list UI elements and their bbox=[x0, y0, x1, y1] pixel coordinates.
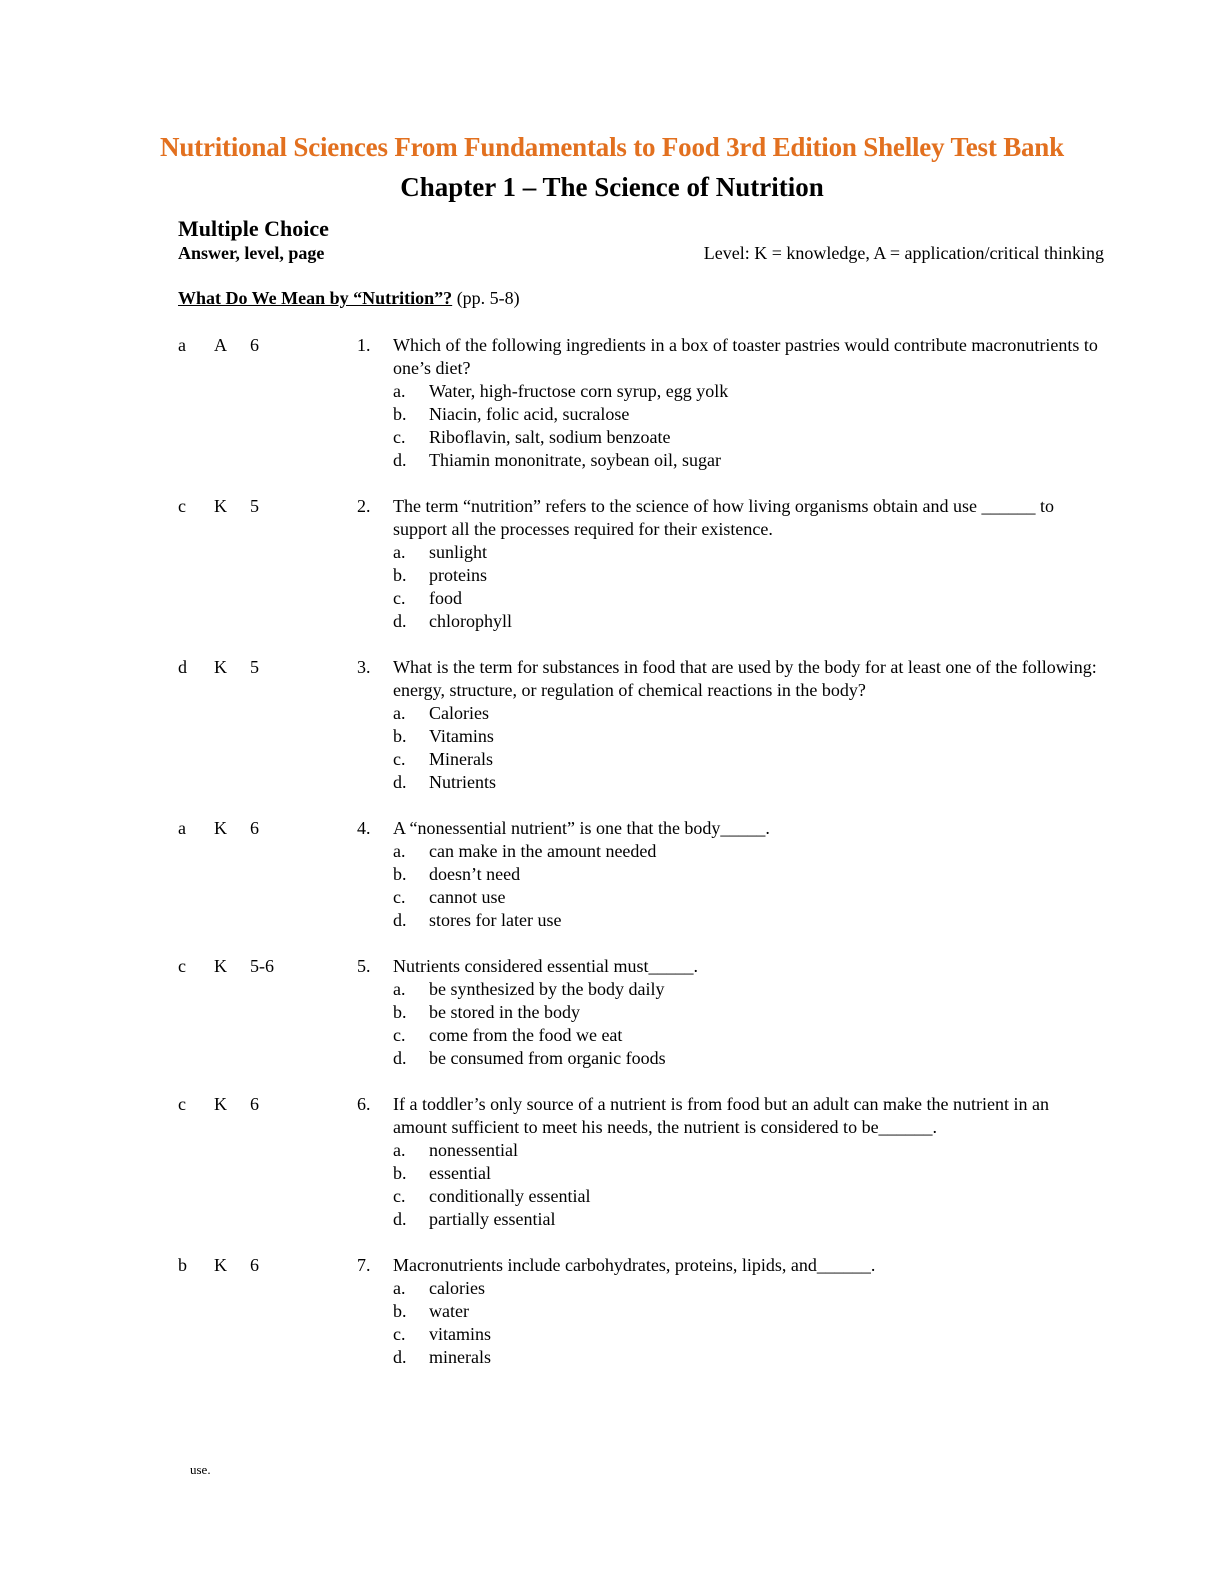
question-page: 5 bbox=[250, 657, 259, 677]
question-stem: The term “nutrition” refers to the science of how living organisms obtain and use ______ to support all the processes required for their existence. bbox=[393, 496, 1055, 539]
question-stem: Nutrients considered essential must_____. bbox=[393, 956, 698, 976]
question-stem: Which of the following ingredients in a box of toaster pastries would contribute macronutrients to one’s diet? bbox=[393, 335, 1098, 378]
test-bank-banner: Nutritional Sciences From Fundamentals to Food 3rd Edition Shelley Test Bank bbox=[160, 132, 1064, 162]
option-letter: c. bbox=[393, 749, 406, 769]
question-item bbox=[0, 1093, 1224, 1231]
topic-heading bbox=[178, 288, 520, 309]
question-number: 2. bbox=[357, 496, 371, 516]
option-text: be synthesized by the body daily bbox=[429, 979, 665, 999]
question-number: 1. bbox=[357, 335, 371, 355]
answer-option bbox=[393, 564, 1105, 587]
answer-option bbox=[393, 1323, 1105, 1346]
option-letter: d. bbox=[393, 772, 407, 792]
option-letter: d. bbox=[393, 450, 407, 470]
answer-option bbox=[393, 1024, 1105, 1047]
answer-key: c bbox=[178, 496, 186, 516]
option-text: be stored in the body bbox=[429, 1002, 580, 1022]
option-text: conditionally essential bbox=[429, 1186, 591, 1206]
answer-option bbox=[393, 909, 1105, 932]
question-item bbox=[0, 817, 1224, 932]
option-letter: c. bbox=[393, 588, 406, 608]
question-page: 5-6 bbox=[250, 956, 274, 976]
question-page: 5 bbox=[250, 496, 259, 516]
option-letter: c. bbox=[393, 1324, 406, 1344]
question-level: K bbox=[214, 1255, 227, 1275]
option-letter: b. bbox=[393, 404, 407, 424]
option-text: cannot use bbox=[429, 887, 506, 907]
question-item bbox=[0, 955, 1224, 1070]
option-text: Vitamins bbox=[429, 726, 494, 746]
option-letter: a. bbox=[393, 381, 406, 401]
question-page: 6 bbox=[250, 1255, 259, 1275]
option-text: calories bbox=[429, 1278, 485, 1298]
question-page: 6 bbox=[250, 1094, 259, 1114]
option-letter: c. bbox=[393, 427, 406, 447]
question-body bbox=[393, 656, 1105, 794]
question-item bbox=[0, 1254, 1224, 1369]
answer-option bbox=[393, 725, 1105, 748]
answer-option bbox=[393, 449, 1105, 472]
answer-key: c bbox=[178, 956, 186, 976]
option-letter: b. bbox=[393, 1163, 407, 1183]
question-list bbox=[0, 334, 1224, 1392]
option-letter: a. bbox=[393, 1278, 406, 1298]
answer-key: a bbox=[178, 335, 186, 355]
answer-key: d bbox=[178, 657, 187, 677]
option-text: be consumed from organic foods bbox=[429, 1048, 666, 1068]
option-text: come from the food we eat bbox=[429, 1025, 623, 1045]
option-text: essential bbox=[429, 1163, 491, 1183]
option-text: Riboflavin, salt, sodium benzoate bbox=[429, 427, 671, 447]
option-text: Thiamin mononitrate, soybean oil, sugar bbox=[429, 450, 721, 470]
option-letter: a. bbox=[393, 703, 406, 723]
option-letter: c. bbox=[393, 887, 406, 907]
question-item bbox=[0, 334, 1224, 472]
answer-option bbox=[393, 840, 1105, 863]
option-text: doesn’t need bbox=[429, 864, 521, 884]
question-level: K bbox=[214, 657, 227, 677]
question-body bbox=[393, 1093, 1105, 1231]
option-text: Calories bbox=[429, 703, 489, 723]
question-number: 7. bbox=[357, 1255, 371, 1275]
question-number: 5. bbox=[357, 956, 371, 976]
topic-pages: (pp. 5-8) bbox=[452, 288, 520, 308]
option-letter: b. bbox=[393, 726, 407, 746]
answer-option bbox=[393, 426, 1105, 449]
answer-option bbox=[393, 1300, 1105, 1323]
option-letter: a. bbox=[393, 542, 406, 562]
question-page: 6 bbox=[250, 818, 259, 838]
question-number: 3. bbox=[357, 657, 371, 677]
answer-option bbox=[393, 1208, 1105, 1231]
question-stem: A “nonessential nutrient” is one that the body_____. bbox=[393, 818, 770, 838]
answer-option bbox=[393, 702, 1105, 725]
answer-option bbox=[393, 748, 1105, 771]
question-level: K bbox=[214, 496, 227, 516]
answer-option bbox=[393, 1185, 1105, 1208]
option-letter: c. bbox=[393, 1025, 406, 1045]
option-text: Niacin, folic acid, sucralose bbox=[429, 404, 630, 424]
option-letter: d. bbox=[393, 910, 407, 930]
option-text: water bbox=[429, 1301, 469, 1321]
answer-option bbox=[393, 380, 1105, 403]
option-letter: a. bbox=[393, 1140, 406, 1160]
question-body bbox=[393, 817, 1105, 932]
option-text: Minerals bbox=[429, 749, 493, 769]
question-level: K bbox=[214, 956, 227, 976]
question-level: K bbox=[214, 1094, 227, 1114]
answer-option bbox=[393, 863, 1105, 886]
option-text: partially essential bbox=[429, 1209, 556, 1229]
option-letter: d. bbox=[393, 1048, 407, 1068]
option-text: vitamins bbox=[429, 1324, 491, 1344]
option-letter: c. bbox=[393, 1186, 406, 1206]
option-text: can make in the amount needed bbox=[429, 841, 657, 861]
chapter-title: Chapter 1 – The Science of Nutrition bbox=[400, 172, 824, 202]
option-text: Water, high-fructose corn syrup, egg yolk bbox=[429, 381, 729, 401]
question-number: 4. bbox=[357, 818, 371, 838]
topic-title: What Do We Mean by “Nutrition”? bbox=[178, 288, 453, 308]
answer-option bbox=[393, 541, 1105, 564]
question-stem: If a toddler’s only source of a nutrient is from food but an adult can make the nutrient in an amount sufficient to meet his needs, the nutrient is considered to be______. bbox=[393, 1094, 1049, 1137]
answer-key: c bbox=[178, 1094, 186, 1114]
answer-key: a bbox=[178, 818, 186, 838]
question-body bbox=[393, 955, 1105, 1070]
question-stem: What is the term for substances in food that are used by the body for at least one of the following: energy, structure, or regulation of chemical reactions in the body? bbox=[393, 657, 1097, 700]
question-body bbox=[393, 495, 1105, 633]
option-text: Nutrients bbox=[429, 772, 496, 792]
option-letter: d. bbox=[393, 1347, 407, 1367]
answer-option bbox=[393, 1346, 1105, 1369]
answer-key: b bbox=[178, 1255, 187, 1275]
answer-option bbox=[393, 1001, 1105, 1024]
question-body bbox=[393, 1254, 1105, 1369]
option-text: minerals bbox=[429, 1347, 491, 1367]
answer-option bbox=[393, 1047, 1105, 1070]
question-page: 6 bbox=[250, 335, 259, 355]
answer-option bbox=[393, 587, 1105, 610]
option-letter: a. bbox=[393, 841, 406, 861]
answer-option bbox=[393, 1162, 1105, 1185]
option-text: nonessential bbox=[429, 1140, 518, 1160]
columns-label: Answer, level, page bbox=[178, 243, 325, 263]
option-letter: b. bbox=[393, 1301, 407, 1321]
option-text: sunlight bbox=[429, 542, 488, 562]
answer-option bbox=[393, 403, 1105, 426]
question-stem: Macronutrients include carbohydrates, proteins, lipids, and______. bbox=[393, 1255, 876, 1275]
option-letter: b. bbox=[393, 1002, 407, 1022]
option-letter: b. bbox=[393, 565, 407, 585]
question-item bbox=[0, 656, 1224, 794]
option-text: chlorophyll bbox=[429, 611, 512, 631]
footer-text: use. bbox=[190, 1462, 211, 1477]
answer-option bbox=[393, 1277, 1105, 1300]
question-level: K bbox=[214, 818, 227, 838]
level-legend: Level: K = knowledge, A = application/critical thinking bbox=[703, 243, 1104, 263]
answer-option bbox=[393, 610, 1105, 633]
option-letter: d. bbox=[393, 1209, 407, 1229]
question-item bbox=[0, 495, 1224, 633]
option-text: stores for later use bbox=[429, 910, 562, 930]
section-heading: Multiple Choice bbox=[178, 216, 329, 241]
option-letter: d. bbox=[393, 611, 407, 631]
option-letter: a. bbox=[393, 979, 406, 999]
question-body bbox=[393, 334, 1105, 472]
question-level: A bbox=[214, 335, 227, 355]
option-text: food bbox=[429, 588, 462, 608]
option-text: proteins bbox=[429, 565, 487, 585]
answer-option bbox=[393, 978, 1105, 1001]
answer-option bbox=[393, 1139, 1105, 1162]
answer-option bbox=[393, 771, 1105, 794]
question-number: 6. bbox=[357, 1094, 371, 1114]
answer-option bbox=[393, 886, 1105, 909]
option-letter: b. bbox=[393, 864, 407, 884]
